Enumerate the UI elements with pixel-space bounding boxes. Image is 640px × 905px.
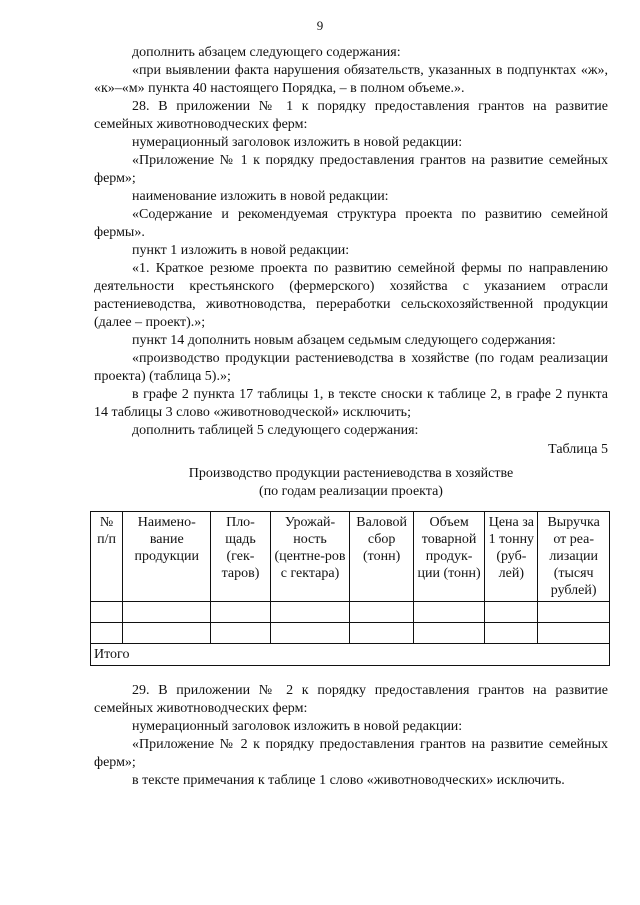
production-table — [90, 511, 610, 666]
paragraph: «при выявлении факта нарушения обязательств, указанных в подпунктах «ж», «к»–«м» пункта 40 настоящего Порядка, – в полном объеме.». — [94, 63, 608, 96]
paragraph: дополнить абзацем следующего содержания: — [132, 45, 401, 60]
table-title-line-1: Производство продукции растениеводства в хозяйстве — [188, 466, 514, 481]
paragraph: нумерационный заголовок изложить в новой редакции: — [132, 135, 463, 150]
table-cell — [270, 602, 350, 623]
table-cell — [485, 623, 538, 644]
paragraph: в графе 2 пункта 17 таблицы 1, в тексте сноски к таблице 2, в графе 2 пункта 14 таблицы 3 слово «животноводческой» исключить; — [94, 387, 608, 420]
header-cell: Урожай-ность (центне-ров с гектара) — [270, 512, 350, 602]
paragraph: 28. В приложении № 1 к порядку предоставления грантов на развитие семейных животноводческих ферм: — [94, 99, 608, 132]
table-cell — [91, 602, 123, 623]
table-title-line-2: (по годам реализации проекта) — [259, 484, 443, 499]
table-cell — [211, 602, 270, 623]
table-cell — [350, 602, 413, 623]
table-row — [91, 602, 610, 623]
table-header-row — [91, 512, 610, 602]
paragraph: «Содержание и рекомендуемая структура проекта по развитию семейной фермы». — [94, 207, 608, 240]
header-cell: Цена за 1 тонну (руб-лей) — [485, 512, 538, 602]
paragraph: «производство продукции растениеводства в хозяйстве (по годам реализации проекта) (таблица 5).»; — [94, 351, 608, 384]
table-cell — [538, 623, 610, 644]
table-total-row — [91, 644, 610, 666]
paragraph: «Приложение № 2 к порядку предоставления грантов на развитие семейных ферм»; — [94, 737, 608, 770]
table-cell — [413, 602, 485, 623]
header-cell: Наимено-вание продукции — [123, 512, 211, 602]
header-cell: Объем товарной продук-ции (тонн) — [413, 512, 485, 602]
paragraph: пункт 1 изложить в новой редакции: — [132, 243, 350, 258]
table-cell — [211, 623, 270, 644]
paragraph: дополнить таблицей 5 следующего содержания: — [132, 423, 419, 438]
paragraph: пункт 14 дополнить новым абзацем седьмым следующего содержания: — [132, 333, 556, 348]
total-label: Итого — [91, 644, 610, 666]
table-cell — [123, 623, 211, 644]
header-cell: Выручка от реа-лизации (тысяч рублей) — [538, 512, 610, 602]
document-body — [94, 44, 608, 790]
table-cell — [91, 623, 123, 644]
paragraph: 29. В приложении № 2 к порядку предоставления грантов на развитие семейных животноводческих ферм: — [94, 683, 608, 716]
paragraph: «1. Краткое резюме проекта по развитию семейной фермы по направлению деятельности крестьянского (фермерского) хозяйства с указанием отрасли растениеводства, животноводства, переработки сельскохозяйственной продукции (далее – проект).»; — [94, 261, 608, 330]
paragraph: наименование изложить в новой редакции: — [132, 189, 389, 204]
table-row — [91, 623, 610, 644]
header-cell: Пло-щадь (гек-таров) — [211, 512, 270, 602]
table-cell — [270, 623, 350, 644]
table-cell — [123, 602, 211, 623]
table-cell — [538, 602, 610, 623]
header-cell: Валовой сбор (тонн) — [350, 512, 413, 602]
page-number: 9 — [316, 18, 324, 33]
table-cell — [413, 623, 485, 644]
table-cell — [350, 623, 413, 644]
paragraph: в тексте примечания к таблице 1 слово «животноводческих» исключить. — [132, 773, 565, 788]
paragraph: «Приложение № 1 к порядку предоставления грантов на развитие семейных ферм»; — [94, 153, 608, 186]
table-title — [94, 465, 608, 501]
paragraph: нумерационный заголовок изложить в новой редакции: — [132, 719, 463, 734]
header-cell: № п/п — [91, 512, 123, 602]
table-label: Таблица 5 — [548, 442, 608, 457]
table-cell — [485, 602, 538, 623]
